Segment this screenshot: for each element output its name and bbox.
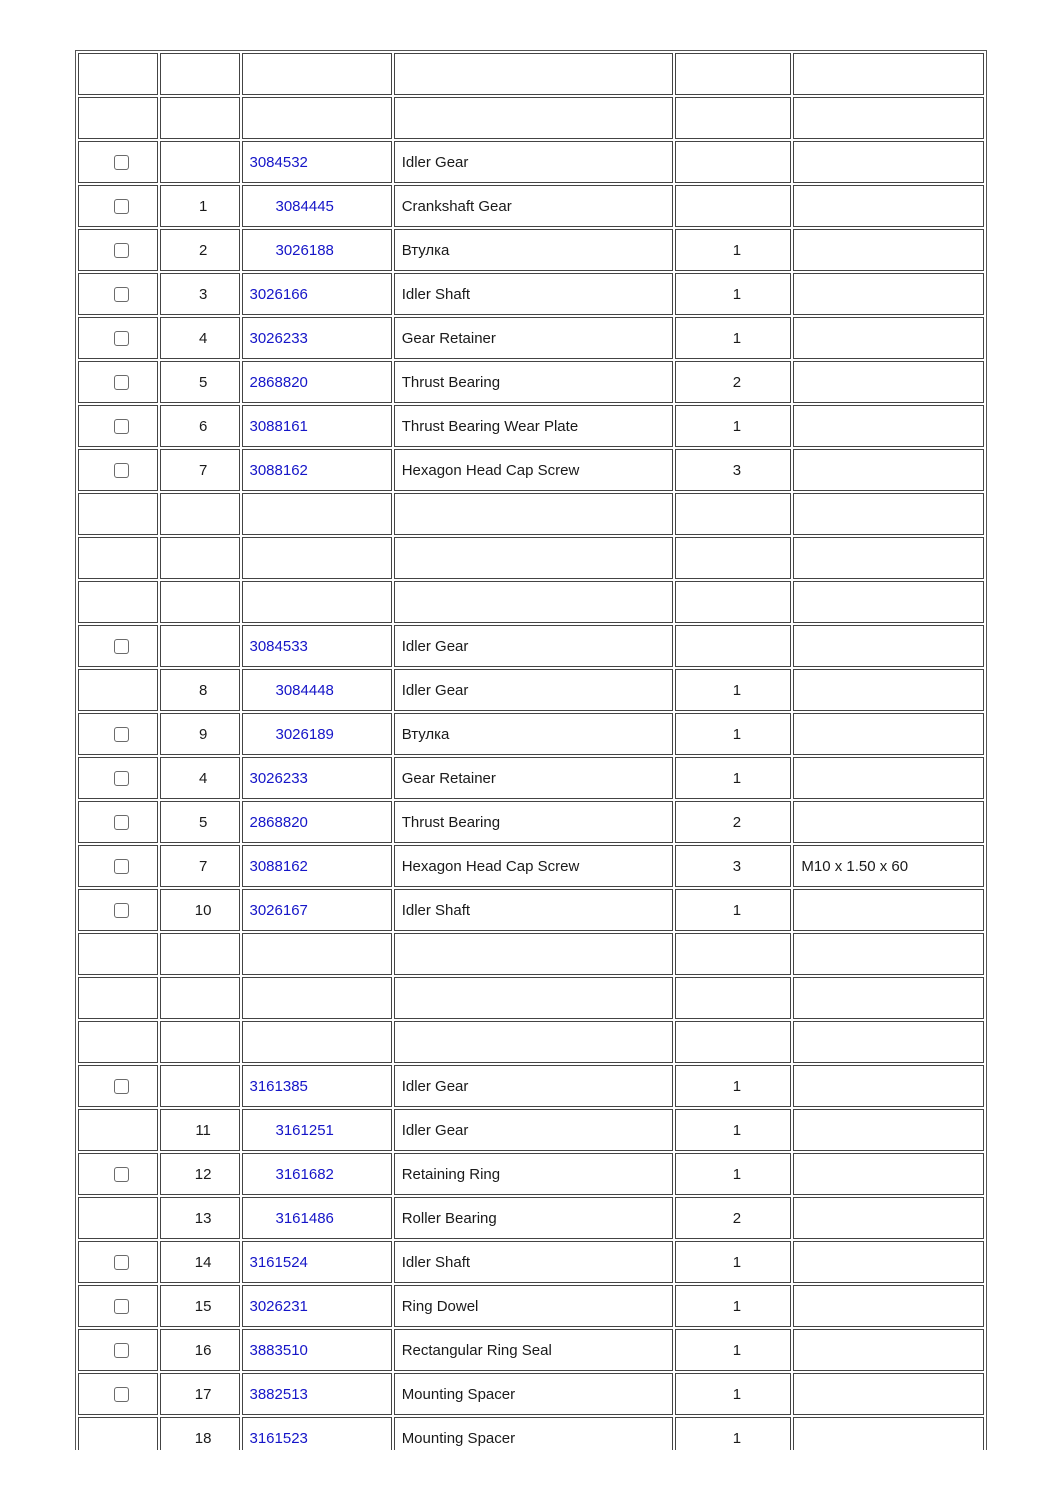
part-description: Idler Shaft [394, 1241, 674, 1283]
part-description: Crankshaft Gear [394, 185, 674, 227]
part-number-cell [242, 1109, 392, 1151]
item-number [160, 1021, 240, 1063]
part-description [394, 537, 674, 579]
item-number [160, 493, 240, 535]
table-row [78, 273, 984, 315]
part-number-cell [242, 229, 392, 271]
part-note [793, 185, 984, 227]
table-row [78, 141, 984, 183]
table-row [78, 1197, 984, 1239]
part-number-cell [242, 141, 392, 183]
quantity [675, 581, 791, 623]
select-checkbox[interactable] [114, 287, 129, 302]
part-number-cell [242, 1417, 392, 1450]
select-cell [78, 801, 158, 843]
part-note [793, 141, 984, 183]
part-number-cell [242, 1021, 392, 1063]
quantity: 1 [675, 1285, 791, 1327]
item-number: 7 [160, 845, 240, 887]
part-note [793, 1329, 984, 1371]
table-row [78, 669, 984, 711]
table-row [78, 977, 984, 1019]
part-description: Thrust Bearing [394, 361, 674, 403]
part-number-cell [242, 713, 392, 755]
item-number: 12 [160, 1153, 240, 1195]
part-number-link[interactable]: 3088162 [249, 461, 308, 479]
select-checkbox[interactable] [114, 1343, 129, 1358]
part-number-link[interactable]: 2868820 [249, 373, 308, 391]
quantity: 3 [675, 449, 791, 491]
item-number [160, 625, 240, 667]
table-row [78, 1109, 984, 1151]
part-number-link[interactable]: 3026231 [249, 1297, 308, 1315]
select-cell [78, 977, 158, 1019]
part-note [793, 1197, 984, 1239]
table-row [78, 493, 984, 535]
quantity: 2 [675, 1197, 791, 1239]
part-number-link[interactable]: 2868820 [249, 813, 308, 831]
part-number-cell [242, 493, 392, 535]
parts-table-container [75, 50, 987, 1450]
part-number-link[interactable]: 3161523 [249, 1429, 308, 1447]
part-number-link[interactable]: 3026188 [275, 241, 334, 259]
part-number-cell [242, 185, 392, 227]
part-number-cell [242, 53, 392, 95]
part-number-cell [242, 1197, 392, 1239]
table-row [78, 361, 984, 403]
part-number-link[interactable]: 3084448 [275, 681, 334, 699]
part-number-cell [242, 933, 392, 975]
select-checkbox[interactable] [114, 771, 129, 786]
table-row [78, 1373, 984, 1415]
quantity: 1 [675, 713, 791, 755]
part-number-link[interactable]: 3161251 [275, 1121, 334, 1139]
part-description [394, 977, 674, 1019]
item-number: 5 [160, 361, 240, 403]
select-checkbox[interactable] [114, 859, 129, 874]
item-number: 6 [160, 405, 240, 447]
quantity [675, 977, 791, 1019]
table-row [78, 1153, 984, 1195]
part-description: Mounting Spacer [394, 1417, 674, 1450]
select-cell [78, 273, 158, 315]
select-cell [78, 1065, 158, 1107]
table-row [78, 801, 984, 843]
part-number-link[interactable]: 3161486 [275, 1209, 334, 1227]
select-checkbox[interactable] [114, 419, 129, 434]
select-checkbox[interactable] [114, 463, 129, 478]
quantity: 1 [675, 1329, 791, 1371]
item-number [160, 1065, 240, 1107]
part-note [793, 581, 984, 623]
part-number-cell [242, 1329, 392, 1371]
select-checkbox[interactable] [114, 815, 129, 830]
select-checkbox[interactable] [114, 903, 129, 918]
part-number-link[interactable]: 3026189 [275, 725, 334, 743]
part-note [793, 1285, 984, 1327]
item-number [160, 581, 240, 623]
part-note [793, 801, 984, 843]
item-number: 16 [160, 1329, 240, 1371]
select-checkbox[interactable] [114, 375, 129, 390]
quantity [675, 97, 791, 139]
table-row [78, 581, 984, 623]
part-number-link[interactable]: 3161682 [275, 1165, 334, 1183]
quantity: 1 [675, 317, 791, 359]
part-note [793, 1109, 984, 1151]
part-description: Idler Shaft [394, 889, 674, 931]
part-note [793, 493, 984, 535]
part-number-cell [242, 1285, 392, 1327]
part-note [793, 273, 984, 315]
item-number: 9 [160, 713, 240, 755]
select-cell [78, 1241, 158, 1283]
select-cell [78, 713, 158, 755]
quantity: 1 [675, 669, 791, 711]
part-description: Hexagon Head Cap Screw [394, 845, 674, 887]
quantity: 1 [675, 1065, 791, 1107]
parts-table-body [78, 53, 984, 1450]
select-cell [78, 757, 158, 799]
item-number: 18 [160, 1417, 240, 1450]
select-cell [78, 1109, 158, 1151]
select-checkbox[interactable] [114, 1079, 129, 1094]
part-description [394, 1021, 674, 1063]
part-number-link[interactable]: 3026233 [249, 769, 308, 787]
item-number [160, 53, 240, 95]
table-row [78, 845, 984, 887]
quantity: 1 [675, 1417, 791, 1450]
part-description: Idler Gear [394, 1109, 674, 1151]
part-description: Idler Gear [394, 1065, 674, 1107]
select-cell [78, 361, 158, 403]
part-number-cell [242, 97, 392, 139]
table-row [78, 1241, 984, 1283]
table-row [78, 1285, 984, 1327]
select-checkbox[interactable] [114, 1299, 129, 1314]
table-row [78, 185, 984, 227]
part-number-link[interactable]: 3026167 [249, 901, 308, 919]
quantity: 1 [675, 889, 791, 931]
part-note [793, 933, 984, 975]
table-row [78, 1065, 984, 1107]
part-number-cell [242, 1373, 392, 1415]
item-number: 5 [160, 801, 240, 843]
part-number-cell [242, 537, 392, 579]
part-number-link[interactable]: 3026233 [249, 329, 308, 347]
select-cell [78, 229, 158, 271]
select-cell [78, 581, 158, 623]
quantity: 3 [675, 845, 791, 887]
part-note [793, 317, 984, 359]
table-row [78, 713, 984, 755]
part-note [793, 449, 984, 491]
part-note [793, 1373, 984, 1415]
parts-table [75, 50, 987, 1450]
table-row [78, 537, 984, 579]
part-description: Втулка [394, 713, 674, 755]
part-note [793, 669, 984, 711]
quantity [675, 185, 791, 227]
part-number-cell [242, 889, 392, 931]
part-number-link[interactable]: 3161385 [249, 1077, 308, 1095]
select-cell [78, 97, 158, 139]
select-cell [78, 141, 158, 183]
part-note [793, 1153, 984, 1195]
item-number [160, 977, 240, 1019]
table-row [78, 1329, 984, 1371]
select-cell [78, 889, 158, 931]
item-number [160, 537, 240, 579]
quantity: 1 [675, 1373, 791, 1415]
part-number-cell [242, 977, 392, 1019]
part-description: Ring Dowel [394, 1285, 674, 1327]
part-description: Gear Retainer [394, 757, 674, 799]
part-note [793, 97, 984, 139]
table-row [78, 933, 984, 975]
quantity [675, 53, 791, 95]
part-description [394, 53, 674, 95]
select-cell [78, 625, 158, 667]
part-description: Thrust Bearing Wear Plate [394, 405, 674, 447]
part-number-link[interactable]: 3084445 [275, 197, 334, 215]
table-row [78, 625, 984, 667]
part-description: Thrust Bearing [394, 801, 674, 843]
part-number-link[interactable]: 3084533 [249, 637, 308, 655]
part-number-link[interactable]: 3026166 [249, 285, 308, 303]
part-note [793, 53, 984, 95]
select-cell [78, 1373, 158, 1415]
part-description: Hexagon Head Cap Screw [394, 449, 674, 491]
select-checkbox[interactable] [114, 155, 129, 170]
table-row [78, 229, 984, 271]
part-number-cell [242, 801, 392, 843]
item-number [160, 141, 240, 183]
table-row [78, 449, 984, 491]
quantity: 1 [675, 757, 791, 799]
part-note [793, 1241, 984, 1283]
select-checkbox[interactable] [114, 639, 129, 654]
part-number-cell [242, 405, 392, 447]
item-number: 1 [160, 185, 240, 227]
item-number: 4 [160, 757, 240, 799]
part-number-cell [242, 1153, 392, 1195]
select-cell [78, 405, 158, 447]
part-note [793, 361, 984, 403]
select-cell [78, 933, 158, 975]
part-number-cell [242, 625, 392, 667]
part-note [793, 757, 984, 799]
item-number: 3 [160, 273, 240, 315]
part-number-cell [242, 273, 392, 315]
item-number: 8 [160, 669, 240, 711]
part-description [394, 97, 674, 139]
table-row [78, 97, 984, 139]
select-checkbox[interactable] [114, 1387, 129, 1402]
table-row [78, 317, 984, 359]
part-number-cell [242, 1065, 392, 1107]
item-number: 17 [160, 1373, 240, 1415]
part-description: Idler Shaft [394, 273, 674, 315]
select-cell [78, 845, 158, 887]
quantity: 2 [675, 361, 791, 403]
part-description [394, 933, 674, 975]
select-cell [78, 1197, 158, 1239]
part-description: Gear Retainer [394, 317, 674, 359]
part-description: Roller Bearing [394, 1197, 674, 1239]
quantity: 1 [675, 1153, 791, 1195]
quantity [675, 493, 791, 535]
select-cell [78, 537, 158, 579]
item-number: 15 [160, 1285, 240, 1327]
part-description: Rectangular Ring Seal [394, 1329, 674, 1371]
item-number: 4 [160, 317, 240, 359]
part-number-cell [242, 1241, 392, 1283]
part-number-cell [242, 317, 392, 359]
table-row [78, 757, 984, 799]
part-number-cell [242, 757, 392, 799]
table-row [78, 1417, 984, 1450]
select-checkbox[interactable] [114, 243, 129, 258]
item-number: 11 [160, 1109, 240, 1151]
select-cell [78, 185, 158, 227]
select-cell [78, 1285, 158, 1327]
item-number: 13 [160, 1197, 240, 1239]
part-note [793, 713, 984, 755]
select-cell [78, 449, 158, 491]
item-number: 14 [160, 1241, 240, 1283]
part-number-link[interactable]: 3084532 [249, 153, 308, 171]
part-description: Idler Gear [394, 669, 674, 711]
part-description: Idler Gear [394, 625, 674, 667]
part-note: M10 x 1.50 x 60 [793, 845, 984, 887]
part-note [793, 625, 984, 667]
select-cell [78, 1021, 158, 1063]
quantity [675, 625, 791, 667]
part-description [394, 581, 674, 623]
select-cell [78, 1329, 158, 1371]
part-description [394, 493, 674, 535]
item-number: 7 [160, 449, 240, 491]
select-cell [78, 1153, 158, 1195]
part-description: Втулка [394, 229, 674, 271]
quantity: 1 [675, 229, 791, 271]
quantity: 1 [675, 1109, 791, 1151]
item-number [160, 97, 240, 139]
quantity: 1 [675, 1241, 791, 1283]
item-number: 10 [160, 889, 240, 931]
part-note [793, 537, 984, 579]
select-cell [78, 53, 158, 95]
part-number-cell [242, 581, 392, 623]
quantity [675, 537, 791, 579]
part-note [793, 405, 984, 447]
select-cell [78, 669, 158, 711]
part-description: Retaining Ring [394, 1153, 674, 1195]
part-number-link[interactable]: 3088161 [249, 417, 308, 435]
select-checkbox[interactable] [114, 1255, 129, 1270]
quantity: 1 [675, 405, 791, 447]
select-cell [78, 493, 158, 535]
item-number: 2 [160, 229, 240, 271]
part-number-link[interactable]: 3161524 [249, 1253, 308, 1271]
select-cell [78, 317, 158, 359]
part-number-cell [242, 669, 392, 711]
part-number-link[interactable]: 3088162 [249, 857, 308, 875]
quantity: 1 [675, 273, 791, 315]
select-checkbox[interactable] [114, 331, 129, 346]
part-description: Idler Gear [394, 141, 674, 183]
part-number-link[interactable]: 3883510 [249, 1341, 308, 1359]
select-checkbox[interactable] [114, 727, 129, 742]
part-number-cell [242, 361, 392, 403]
table-row [78, 53, 984, 95]
part-note [793, 1417, 984, 1450]
select-cell [78, 1417, 158, 1450]
item-number [160, 933, 240, 975]
part-number-cell [242, 845, 392, 887]
quantity [675, 141, 791, 183]
table-row [78, 889, 984, 931]
part-description: Mounting Spacer [394, 1373, 674, 1415]
part-number-link[interactable]: 3882513 [249, 1385, 308, 1403]
quantity [675, 1021, 791, 1063]
part-note [793, 1021, 984, 1063]
table-row [78, 405, 984, 447]
part-note [793, 229, 984, 271]
part-number-cell [242, 449, 392, 491]
part-note [793, 977, 984, 1019]
quantity: 2 [675, 801, 791, 843]
table-row [78, 1021, 984, 1063]
select-checkbox[interactable] [114, 199, 129, 214]
part-note [793, 889, 984, 931]
part-note [793, 1065, 984, 1107]
select-checkbox[interactable] [114, 1167, 129, 1182]
quantity [675, 933, 791, 975]
